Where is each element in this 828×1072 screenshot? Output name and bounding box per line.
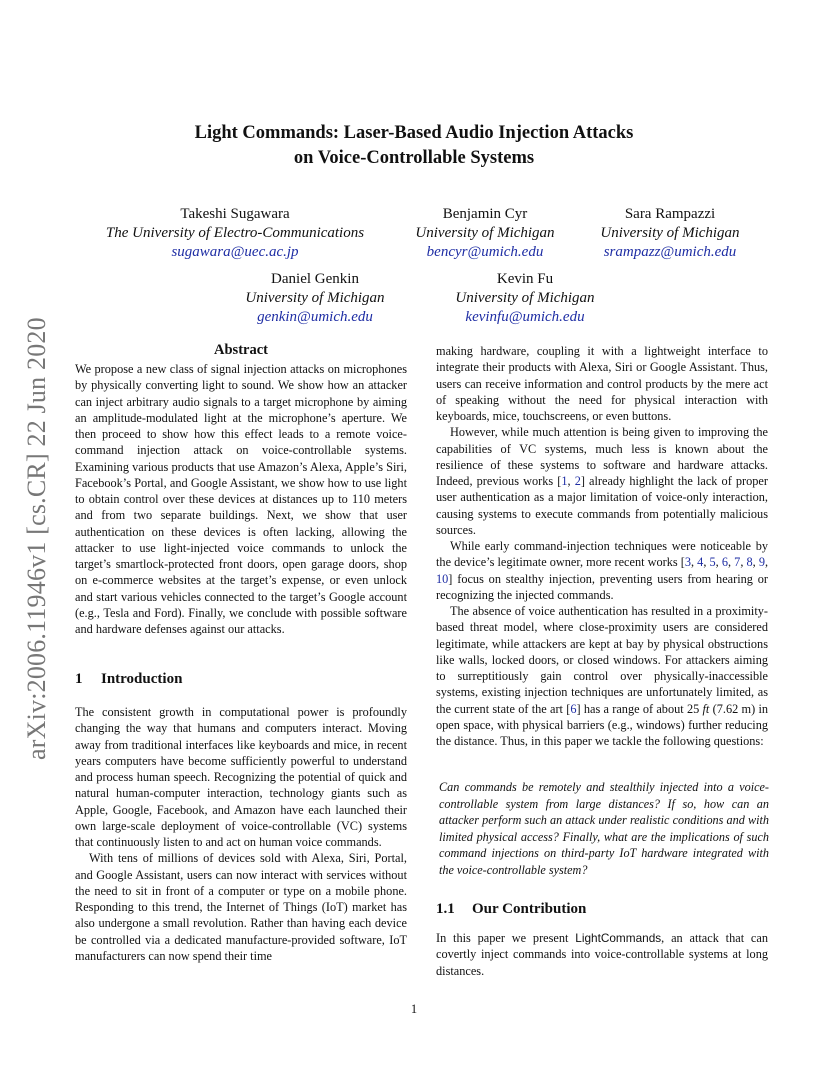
intro-paragraph-2: With tens of millions of devices sold with Alexa, Siri, Portal, and Google Assistant, users can now interact with services without the need to sit in front of a computer or type on a mobile phone. Responding to this trend, the Internet of Things (IoT) market has also undergone a small revolution. Rather than having each device be controlled via a dedicated manufacture-provided software, IoT manufacturers can now spend their time [75, 851, 407, 963]
author-name: Benjamin Cyr [442, 206, 528, 222]
author-email[interactable]: sugawara@uec.ac.jp [171, 244, 299, 260]
intro-paragraph-4: However, while much attention is being given to improving the capabilities of VC systems, much less is known about the resilience of these systems to software and hardware attacks. Indeed, previous works [1, 2] already highlight the lack of proper user authentication as a major limitation of voice-only interaction, causing systems to execute commands from potentially malicious sources. [436, 425, 768, 537]
author-affiliation: University of Michigan [455, 290, 595, 306]
citation-link[interactable]: 5 [709, 555, 716, 570]
citation-link[interactable]: 9 [758, 555, 765, 570]
author-email[interactable]: kevinfu@umich.edu [465, 309, 585, 325]
author-name: Daniel Genkin [271, 271, 359, 287]
citation-link[interactable]: 6 [570, 701, 577, 716]
citation-link[interactable]: 3 [684, 555, 691, 570]
section-number: 1 [75, 671, 83, 687]
author-affiliation: University of Michigan [415, 225, 555, 241]
page-number: 1 [410, 1002, 418, 1016]
author-email[interactable]: srampazz@umich.edu [603, 244, 737, 260]
author-email[interactable]: bencyr@umich.edu [426, 244, 544, 260]
subsection-heading-contribution [436, 901, 586, 918]
attack-name: LightCommands [575, 931, 662, 945]
citation-link[interactable]: 8 [746, 555, 753, 570]
author-email[interactable]: genkin@umich.edu [257, 309, 373, 325]
subsection-title: Our Contribution [472, 901, 587, 917]
research-question: Can commands be remotely and stealthily injected into a voice-controllable system from large distances? If so, how can an attacker perform such an attack under realistic conditions and with limited physical access? Finally, what are the implications of such command injections on third-party IoT hardware integrated with the voice-controllable system? [439, 780, 769, 877]
author-affiliation: University of Michigan [600, 225, 740, 241]
author-affiliation: The University of Electro-Communications [105, 225, 365, 241]
introduction-left-column [75, 704, 407, 964]
citation-link[interactable]: 2 [574, 474, 581, 488]
abstract-body [75, 361, 407, 637]
author-affiliation: University of Michigan [245, 290, 385, 306]
author-block-fu [440, 270, 610, 327]
intro-paragraph-1: The consistent growth in computational power is profoundly changing the way that humans and computers interact. Moving away from traditional interfaces like keyboards and mice, in recent years computers have become sufficiently powerful to understand and process human speech. Recognizing the potential of quick and natural human-computer interaction, technology giants such as Apple, Google, Facebook, and Amazon have each launched their own large-scale deployment of voice-controllable (VC) systems that continuously listen to and act on human voice commands. [75, 705, 407, 849]
intro-paragraph-5: While early command-injection techniques were noticeable by the device’s legitimate owner, more recent works [3, 4, 5, 6, 7, 8, 9, 10] focus on stealthy injection, preventing users from hearing or recognizing the injected commands. [436, 539, 769, 602]
introduction-right-column [436, 343, 768, 749]
author-block-genkin [230, 270, 400, 327]
citation-link[interactable]: 4 [697, 555, 704, 570]
intro-paragraph-3: making hardware, coupling it with a lightweight interface to integrate their products with Alexa, Siri or Google Assistant. Thus, users can receive information and control products by the mere act of speaking without the need for physical interaction with keyboards, mice, touchscreens, or even buttons. [436, 344, 768, 423]
subsection-number: 1.1 [436, 901, 455, 917]
paper-title-line-2: on Voice-Controllable Systems [293, 148, 535, 168]
abstract-text: We propose a new class of signal injection attacks on microphones by physically converting light to sound. We show how an attacker can inject arbitrary audio signals to a target microphone by aiming an amplitude-modulated light at the microphone’s aperture. We then proceed to show how this effect leads to a remote voice-command injection attack on voice-controllable systems. Examining various products that use Amazon’s Alexa, Apple’s Siri, Facebook’s Portal, and Google Assistant, we show how to use light to obtain control over these devices at distances up to 110 meters and from two separate buildings. Next, we show that user authentication on these devices is often lacking, allowing the attacker to use light-injected voice commands to unlock the target’s smartlock-protected front doors, open garage doors, shop on e-commerce websites at the target’s expense, or even unlock and start various vehicles connected to the target’s Google account (e.g., Tesla and Ford). Finally, we conclude with possible software and hardware defenses against our attacks. [75, 362, 407, 636]
intro-paragraph-6: The absence of voice authentication has resulted in a proximity-based threat model, where close-proximity users are considered legitimate, while attackers are kept at bay by physical obstructions like walls, locked doors, or closed windows. For attackers aiming to surreptitiously gain control over physically-inaccessible systems, existing injection techniques are unfortunately limited, as the current state of the art [6] has a range of about 25 ft (7.62 m) in open space, with physical barriers (e.g., windows) further reducing the distance. Thus, in this paper we tackle the following questions: [436, 604, 769, 748]
paper-title-line-1: Light Commands: Laser-Based Audio Injection Attacks [194, 123, 634, 143]
section-title: Introduction [101, 671, 183, 687]
arxiv-identifier: arXiv:2006.11946v1 [cs.CR] 22 Jun 2020 [22, 317, 51, 760]
author-block-rampazzi [585, 205, 755, 262]
contribution-paragraph: In this paper we present LightCommands, an attack that can covertly inject commands into voice-controllable systems at long distances. [436, 931, 768, 978]
unit-feet: ft [702, 701, 710, 716]
author-name: Sara Rampazzi [624, 206, 716, 222]
citation-link[interactable]: 1 [561, 474, 568, 488]
citation-link[interactable]: 7 [734, 555, 741, 570]
author-name: Takeshi Sugawara [180, 206, 290, 222]
contribution-body [436, 930, 768, 979]
author-block-sugawara [85, 205, 385, 262]
author-name: Kevin Fu [496, 271, 554, 287]
citation-link[interactable]: 6 [721, 555, 728, 570]
section-heading-introduction [75, 671, 182, 688]
citation-link[interactable]: 10 [436, 571, 449, 586]
author-block-cyr [400, 205, 570, 262]
abstract-heading: Abstract [214, 342, 268, 358]
